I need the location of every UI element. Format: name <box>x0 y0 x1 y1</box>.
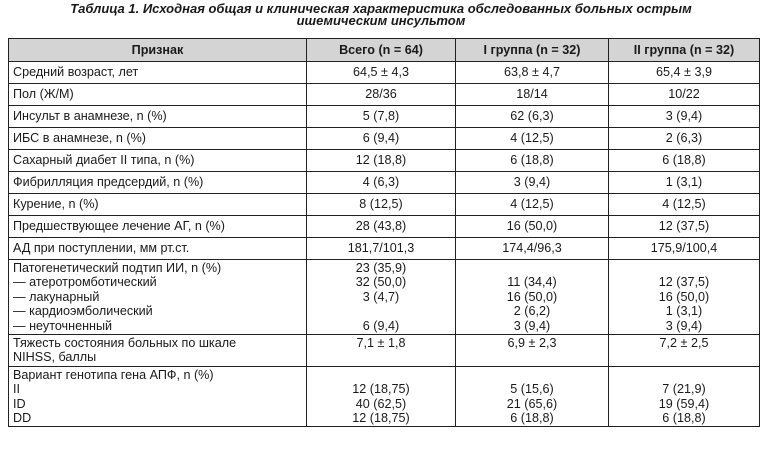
row-label-subtype <box>9 260 307 335</box>
ace-value: 19 (59,4) <box>658 396 710 411</box>
ace-value: 12 (18,75) <box>352 411 410 426</box>
table-row-ace-genotype <box>9 366 760 427</box>
ace-label-line: Вариант генотипа гена АПФ, n (%) <box>13 367 214 382</box>
row-label: Пол (Ж/М) <box>9 84 307 106</box>
cell-total: 28 (43,8) <box>307 216 456 238</box>
cell-group-2: 2 (6,3) <box>609 128 760 150</box>
cell-total: 8 (12,5) <box>307 194 456 216</box>
caption-line-1: Таблица 1. Исходная общая и клиническая характеристика обследованных больных острым <box>70 1 692 16</box>
cell-group-2 <box>609 260 760 335</box>
ace-value <box>613 368 755 382</box>
cell-total: 181,7/101,3 <box>307 238 456 260</box>
cell-group-2: 4 (12,5) <box>609 194 760 216</box>
table-row <box>9 172 760 194</box>
table-row <box>9 128 760 150</box>
ace-label-line: ID <box>13 396 26 411</box>
subtype-label-line: — атеротромботический <box>13 275 157 290</box>
ace-value: 5 (15,6) <box>510 382 554 397</box>
subtype-value: 11 (34,4) <box>507 275 557 290</box>
cell-group-2: 175,9/100,4 <box>609 238 760 260</box>
ace-value: 21 (65,6) <box>506 396 558 411</box>
cell-group-1 <box>456 366 609 427</box>
table-row <box>9 216 760 238</box>
subtype-label-line: Патогенетический подтип ИИ, n (%) <box>13 261 222 275</box>
subtype-value: 3 (9,4) <box>513 318 551 333</box>
cell-group-1: 6,9 ± 2,3 <box>456 335 609 367</box>
cell-group-1: 6 (18,8) <box>456 150 609 172</box>
row-label: ИБС в анамнезе, n (%) <box>9 128 307 150</box>
subtype-label-line: — кардиоэмболический <box>13 304 153 319</box>
cell-group-2 <box>609 366 760 427</box>
header-group-1: I группа (n = 32) <box>456 39 609 62</box>
cell-group-1: 4 (12,5) <box>456 128 609 150</box>
subtype-value: 12 (37,5) <box>658 275 710 290</box>
table-row <box>9 62 760 84</box>
cell-group-1: 62 (6,3) <box>456 106 609 128</box>
table-row <box>9 194 760 216</box>
subtype-value: 32 (50,0) <box>355 275 407 290</box>
cell-total: 28/36 <box>307 84 456 106</box>
table-row <box>9 150 760 172</box>
cell-group-1: 174,4/96,3 <box>456 238 609 260</box>
cell-group-1: 18/14 <box>456 84 609 106</box>
cell-group-1: 16 (50,0) <box>456 216 609 238</box>
row-label: Фибрилляция предсердий, n (%) <box>9 172 307 194</box>
table-row <box>9 238 760 260</box>
ace-value <box>460 368 604 382</box>
subtype-value: 2 (6,2) <box>513 304 551 319</box>
cell-group-2: 7,2 ± 2,5 <box>609 335 760 367</box>
subtype-value <box>460 261 604 275</box>
cell-total <box>307 260 456 335</box>
header-feature: Признак <box>9 39 307 62</box>
caption-line-2: ишемическим инсультом <box>296 13 466 28</box>
ace-label-line: DD <box>13 411 32 426</box>
subtype-value <box>311 304 451 318</box>
row-label-nihss <box>9 335 307 367</box>
ace-label-line: II <box>13 382 20 397</box>
row-label: Курение, n (%) <box>9 194 307 216</box>
table-row-nihss <box>9 335 760 367</box>
subtype-value: 6 (9,4) <box>362 318 400 333</box>
row-label: АД при поступлении, мм рт.ст. <box>9 238 307 260</box>
clinical-characteristics-table <box>8 38 760 427</box>
table-header-row <box>9 39 760 62</box>
cell-group-2: 65,4 ± 3,9 <box>609 62 760 84</box>
subtype-label-line: — неуточненный <box>13 318 113 333</box>
row-label-ace <box>9 366 307 427</box>
table-row-subtype <box>9 260 760 335</box>
cell-group-2: 12 (37,5) <box>609 216 760 238</box>
ace-value: 7 (21,9) <box>662 382 706 397</box>
cell-group-1: 63,8 ± 4,7 <box>456 62 609 84</box>
ace-value: 6 (18,8) <box>510 411 554 426</box>
header-total: Всего (n = 64) <box>307 39 456 62</box>
table-caption <box>0 0 762 30</box>
subtype-value: 16 (50,0) <box>658 289 710 304</box>
subtype-value: 3 (9,4) <box>665 318 703 333</box>
cell-group-2: 3 (9,4) <box>609 106 760 128</box>
subtype-value <box>613 261 755 275</box>
cell-group-1 <box>456 260 609 335</box>
cell-group-1: 3 (9,4) <box>456 172 609 194</box>
subtype-value: 16 (50,0) <box>506 289 558 304</box>
subtype-value: 3 (4,7) <box>362 289 400 304</box>
ace-value: 6 (18,8) <box>662 411 706 426</box>
subtype-label-line: — лакунарный <box>13 289 100 304</box>
row-label: Инсульт в анамнезе, n (%) <box>9 106 307 128</box>
row-label: Предшествующее лечение АГ, n (%) <box>9 216 307 238</box>
cell-total <box>307 366 456 427</box>
ace-value <box>311 368 451 382</box>
cell-total: 4 (6,3) <box>307 172 456 194</box>
row-label: Средний возраст, лет <box>9 62 307 84</box>
cell-total: 12 (18,8) <box>307 150 456 172</box>
subtype-value: 23 (35,9) <box>355 261 407 275</box>
nihss-label-line: Тяжесть состояния больных по шкале <box>13 336 237 351</box>
nihss-label-line: NIHSS, баллы <box>13 350 97 365</box>
cell-total: 64,5 ± 4,3 <box>307 62 456 84</box>
cell-group-2: 1 (3,1) <box>609 172 760 194</box>
table-row <box>9 106 760 128</box>
table-row <box>9 84 760 106</box>
subtype-value: 1 (3,1) <box>665 304 703 319</box>
ace-value: 12 (18,75) <box>352 382 410 397</box>
cell-total: 7,1 ± 1,8 <box>307 335 456 367</box>
cell-total: 5 (7,8) <box>307 106 456 128</box>
row-label: Сахарный диабет II типа, n (%) <box>9 150 307 172</box>
cell-total: 6 (9,4) <box>307 128 456 150</box>
header-group-2: II группа (n = 32) <box>609 39 760 62</box>
cell-group-1: 4 (12,5) <box>456 194 609 216</box>
cell-group-2: 6 (18,8) <box>609 150 760 172</box>
cell-group-2: 10/22 <box>609 84 760 106</box>
ace-value: 40 (62,5) <box>355 396 407 411</box>
